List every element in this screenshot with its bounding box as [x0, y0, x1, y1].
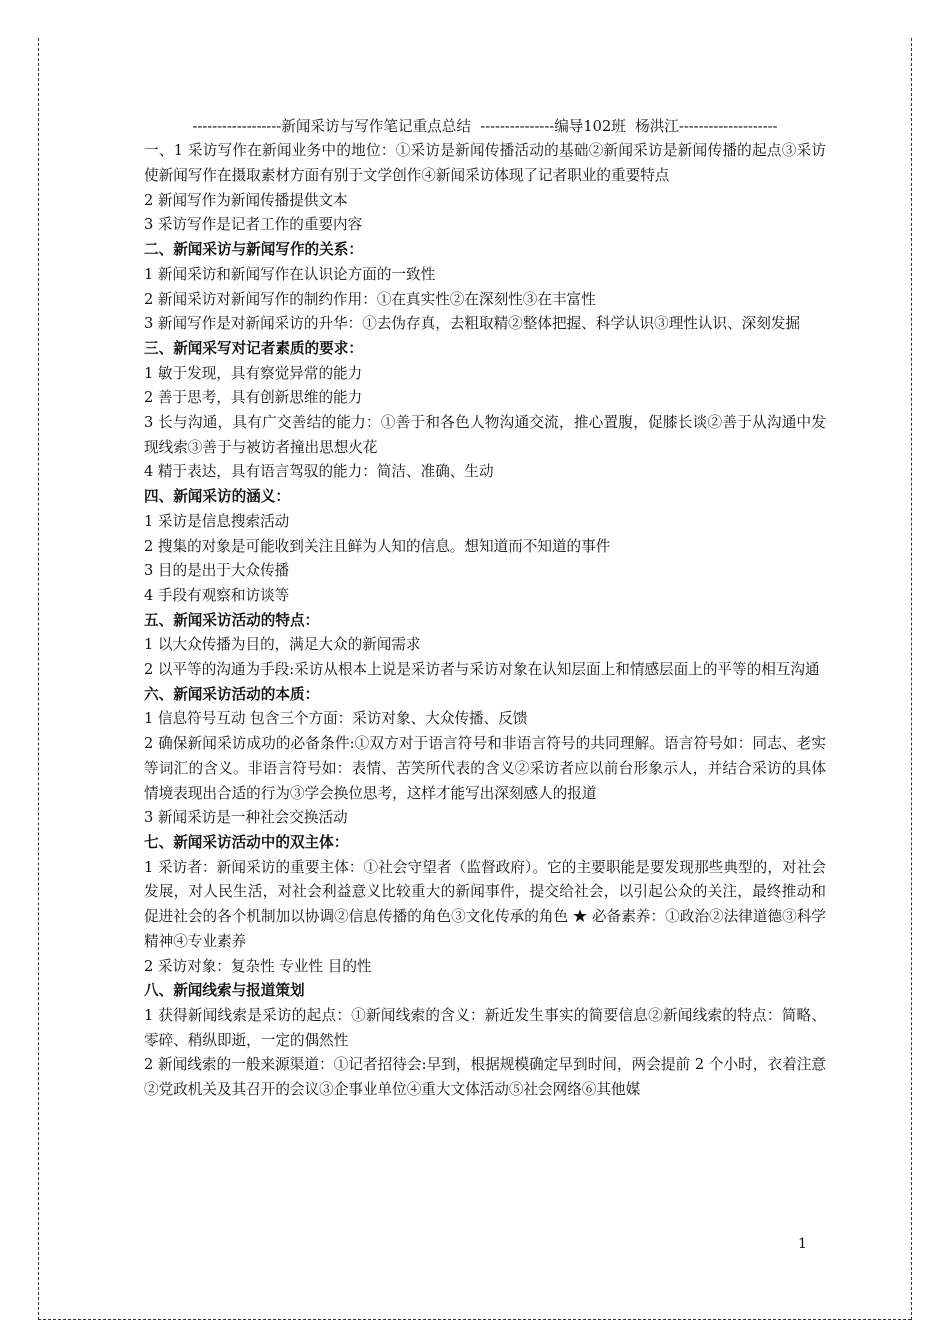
paragraph: 一、1 采访写作在新闻业务中的地位：①采访是新闻传播活动的基础②新闻采访是新闻传播的起点③采访使新闻写作在摄取素材方面有别于文学创作④新闻采访体现了记者职业的重要特点 — [144, 142, 826, 184]
page-border-left — [38, 38, 39, 1320]
paragraph: 2 新闻线索的一般来源渠道：①记者招待会:早到，根据规模确定早到时间，两会提前 2 个小时，衣着注意②党政机关及其召开的会议③企事业单位④重大文体活动⑤社会网络⑥其他媒 — [144, 1056, 826, 1099]
paragraph: 3 采访写作是记者工作的重要内容 — [144, 216, 363, 234]
section-heading: 四、新闻采访的涵义： — [144, 488, 290, 506]
page-border-bottom — [38, 1319, 911, 1320]
paragraph: 1 获得新闻线索是采访的起点：①新闻线索的含义：新近发生事实的简要信息②新闻线索的特点：简略、零碎、稍纵即逝，一定的偶然性 — [144, 1006, 826, 1049]
section-heading: 三、新闻采写对记者素质的要求： — [144, 339, 363, 357]
paragraph: 2 善于思考，具有创新思维的能力 — [144, 389, 363, 407]
paragraph: 3 新闻写作是对新闻采访的升华：①去伪存真，去粗取精②整体把握、科学认识③理性认识、深刻发掘 — [144, 315, 801, 333]
section-heading: 五、新闻采访活动的特点： — [144, 611, 320, 629]
notes-content — [144, 139, 826, 1102]
document-header: ------------------新闻采访与写作笔记重点总结 ---------------编导102班 杨洪江-------------------- — [192, 117, 778, 135]
paragraph: 3 目的是出于大众传播 — [144, 562, 290, 580]
paragraph: 1 以大众传播为目的，满足大众的新闻需求 — [144, 636, 421, 654]
paragraph: 3 新闻采访是一种社会交换活动 — [144, 809, 348, 827]
paragraph: 1 采访是信息搜索活动 — [144, 512, 290, 530]
paragraph: 2 新闻采访对新闻写作的制约作用：①在真实性②在深刻性③在丰富性 — [144, 290, 596, 308]
section-heading: 六、新闻采访活动的本质： — [144, 685, 320, 703]
paragraph: 1 敏于发现，具有察觉异常的能力 — [144, 364, 363, 382]
paragraph: 2 以平等的沟通为手段:采访从根本上说是采访者与采访对象在认知层面上和情感层面上的平等的相互沟通 — [144, 661, 820, 679]
document-body — [144, 100, 826, 1103]
page-number: 1 — [798, 1236, 807, 1252]
paragraph: 2 采访对象：复杂性 专业性 目的性 — [144, 957, 372, 975]
paragraph: 4 手段有观察和访谈等 — [144, 586, 290, 604]
section-heading: 八、新闻线索与报道策划 — [144, 982, 305, 1000]
paragraph: 1 信息符号互动 包含三个方面：采访对象、大众传播、反馈 — [144, 710, 528, 728]
paragraph: 3 长与沟通，具有广交善结的能力：①善于和各色人物沟通交流，推心置腹，促膝长谈②善于从沟通中发现线索③善于与被访者撞出思想火花 — [144, 414, 826, 456]
paragraph: 2 确保新闻采访成功的必备条件:①双方对于语言符号和非语言符号的共同理解。语言符号如：同志、老实等词汇的含义。非语言符号如：表情、苦笑所代表的含义②采访者应以前台形象示人，并结合采访的具体情境表现出合适的行为③学会换位思考，这样才能写出深刻感人的报道 — [144, 735, 826, 802]
paragraph: 2 搜集的对象是可能收到关注且鲜为人知的信息。想知道而不知道的事件 — [144, 537, 611, 555]
paragraph: 4 精于表达，具有语言驾驭的能力：简洁、准确、生动 — [144, 463, 494, 481]
paragraph: 1 新闻采访和新闻写作在认识论方面的一致性 — [144, 265, 436, 283]
paragraph: 1 采访者：新闻采访的重要主体：①社会守望者（监督政府）。它的主要职能是要发现那些典型的，对社会发展，对人民生活，对社会利益意义比较重大的新闻事件，提交给社会，以引起公众的关注，最终推动和促进社会的各个机制加以协调②信息传播的角色③文化传承的角色 ★ 必备素养：①政治②法律道德③科学精神④专业素养 — [144, 858, 826, 950]
section-heading: 七、新闻采访活动中的双主体： — [144, 833, 349, 851]
section-heading: 二、新闻采访与新闻写作的关系： — [144, 241, 363, 259]
page-border-right — [911, 38, 912, 1320]
paragraph: 2 新闻写作为新闻传播提供文本 — [144, 191, 348, 209]
